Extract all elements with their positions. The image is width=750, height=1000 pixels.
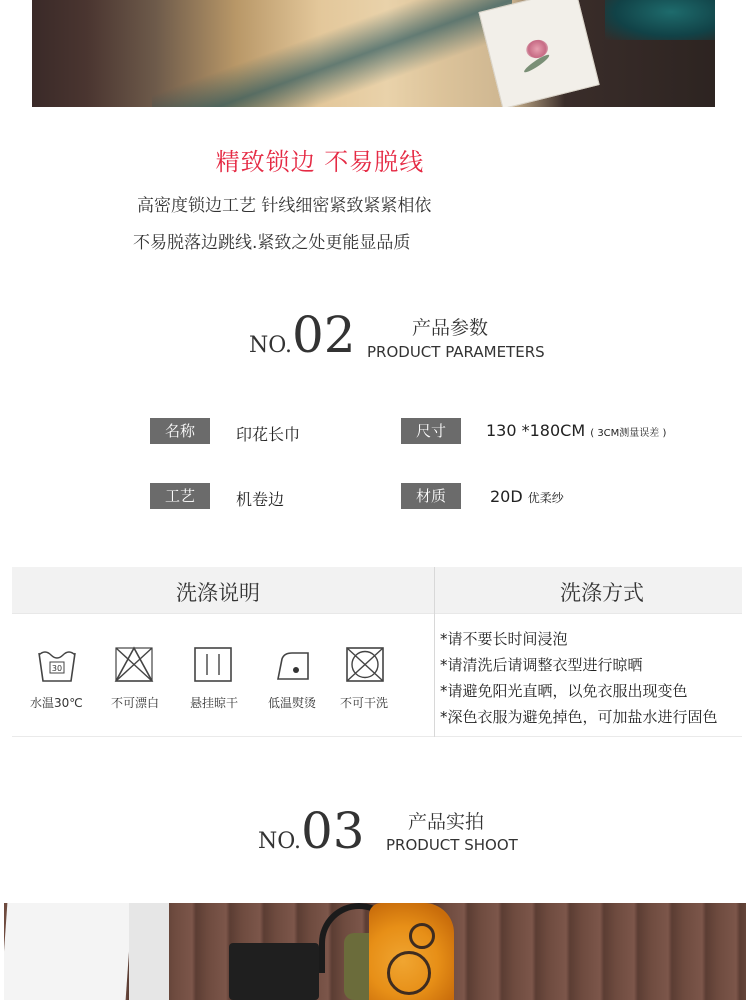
product-photo-bottom [4, 903, 746, 1000]
wash-30-icon-text: 30 [51, 664, 63, 673]
no-bleach-icon [113, 645, 155, 685]
material-sub: 优柔纱 [527, 491, 564, 505]
product-photo-top [32, 0, 715, 107]
wash-method-4: *深色衣服为避免掉色，可加盐水进行固色 [440, 708, 718, 726]
wash-method-3: *请避免阳光直晒，以免衣服出现变色 [440, 682, 688, 700]
wash-30-icon [36, 645, 78, 685]
white-board [4, 903, 132, 1000]
caption-no-bleach: 不可漂白 [111, 696, 160, 710]
param-label-name: 名称 [150, 418, 210, 444]
scarf-edge [152, 0, 512, 107]
section-number-value: 02 [292, 306, 356, 364]
param-value-craft: 机卷边 [236, 490, 285, 509]
white-board-edge [129, 903, 169, 1000]
section-number-prefix: NO. [249, 333, 292, 358]
description-line-2: 不易脱落边跳线.紧致之处更能显品质 [133, 233, 411, 253]
section-title-cn: 产品实拍 [408, 811, 485, 833]
section-title-cn: 产品参数 [412, 317, 489, 339]
caption-no-dry-clean: 不可干洗 [340, 696, 389, 710]
section-title-en: PRODUCT SHOOT [386, 836, 518, 854]
size-main: 130 *180CM [486, 421, 586, 440]
orange-scarf [369, 903, 454, 1000]
wash-table-divider [434, 567, 435, 737]
param-value-name: 印花长巾 [236, 425, 301, 444]
wash-instructions-title: 洗涤说明 [176, 581, 260, 605]
headline: 精致锁边 不易脱线 [215, 148, 425, 176]
scarf-teal-fold [605, 0, 715, 40]
section-number-value: 03 [301, 802, 365, 860]
wash-method-title: 洗涤方式 [560, 581, 644, 605]
wash-method-1: *请不要长时间浸泡 [440, 630, 568, 648]
hang-dry-icon [192, 645, 234, 685]
black-handbag [229, 943, 319, 1000]
section-number-03 [258, 802, 365, 860]
caption-hang-dry: 悬挂晾干 [190, 696, 239, 710]
scarf-pattern-ring-small [409, 923, 435, 949]
param-label-size: 尺寸 [401, 418, 461, 444]
param-value-size [486, 421, 666, 440]
section-number-prefix: NO. [258, 829, 301, 854]
description-line-1: 高密度锁边工艺 针线细密紧致紧紧相依 [137, 196, 432, 216]
scarf-pattern-ring [387, 951, 431, 995]
param-label-craft: 工艺 [150, 483, 210, 509]
wash-method-2: *请清洗后请调整衣型进行晾晒 [440, 656, 643, 674]
no-dry-clean-icon [344, 645, 386, 685]
caption-low-iron: 低温熨烫 [268, 696, 317, 710]
section-title-en: PRODUCT PARAMETERS [367, 343, 545, 361]
low-iron-icon [272, 645, 314, 685]
size-note: ( 3CM测量误差 ) [590, 428, 667, 439]
caption-wash-30: 水温30℃ [30, 696, 83, 710]
material-main: 20D [490, 487, 523, 506]
param-label-material: 材质 [401, 483, 461, 509]
section-number-02 [249, 306, 356, 364]
param-value-material [490, 487, 564, 506]
